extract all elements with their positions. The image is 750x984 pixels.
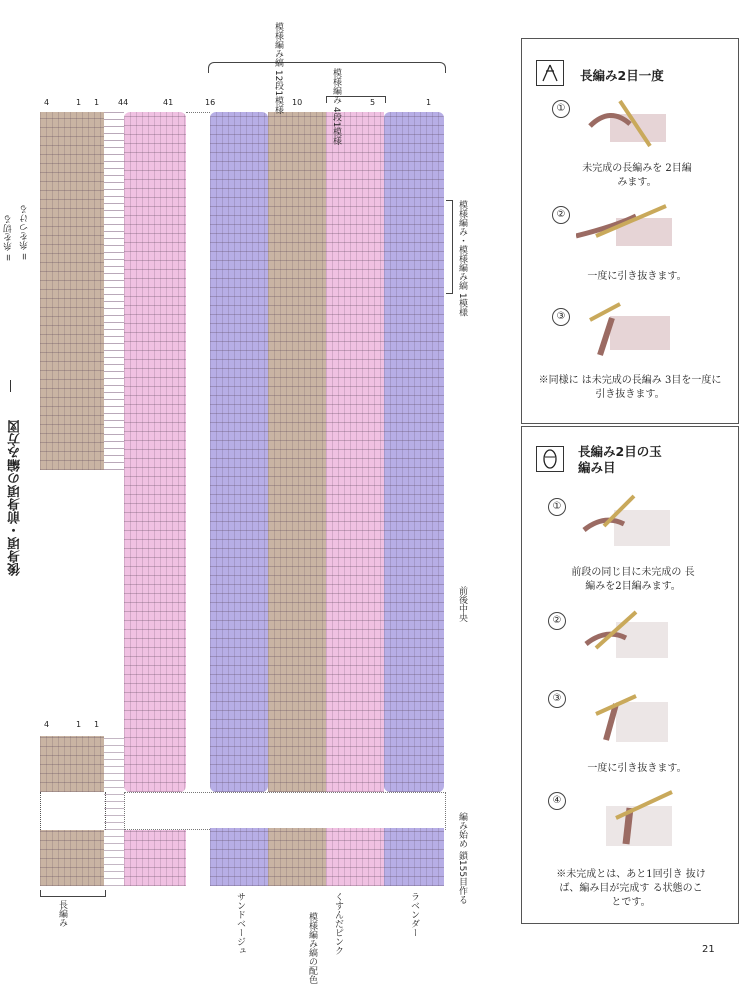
legend-cut: = 糸を切る bbox=[4, 215, 14, 262]
stripe-lavender-2 bbox=[384, 112, 444, 792]
legend-dash bbox=[10, 380, 11, 392]
row-num-41: 41 bbox=[163, 98, 174, 107]
page-number: 21 bbox=[702, 944, 715, 955]
panel2-step2-illustration bbox=[576, 604, 672, 668]
chart-left-lower-block-1 bbox=[40, 736, 104, 792]
dotted-gap bbox=[186, 112, 210, 794]
panel1-step1-illustration bbox=[580, 96, 670, 154]
legend-attach: = 糸をつける bbox=[20, 205, 30, 261]
bracket-mid-label: 模様編み 4段1模様 bbox=[331, 68, 341, 146]
row-num-5: 5 bbox=[370, 98, 376, 107]
panel2-step1-num: ① bbox=[548, 498, 566, 516]
bobble-symbol-icon bbox=[536, 446, 564, 472]
lower-row-num-1b: 1 bbox=[94, 720, 100, 729]
row-num-1b: 1 bbox=[94, 98, 100, 107]
panel2-step3-caption: 一度に引き抜きます。 bbox=[587, 763, 687, 774]
panel1-step2-illustration bbox=[576, 196, 676, 260]
blank-band bbox=[124, 792, 446, 830]
row-num-1c: 1 bbox=[426, 98, 432, 107]
chart-left-upper-block bbox=[40, 112, 104, 470]
bottom-lavender-1 bbox=[210, 828, 268, 886]
gap-outline-left bbox=[40, 792, 106, 830]
stripe-beige bbox=[268, 112, 326, 792]
bottom-lavender-2 bbox=[384, 828, 444, 886]
colors-caption: 模様編み縞の配色 bbox=[307, 912, 317, 984]
lower-row-num-4: 4 bbox=[44, 720, 50, 729]
panel1-step3-illustration bbox=[580, 300, 676, 360]
left-bottom-bracket bbox=[40, 890, 106, 897]
chart-left-lower-block-2 bbox=[40, 830, 104, 886]
row-num-4: 4 bbox=[44, 98, 50, 107]
panel2-step4-illustration bbox=[576, 788, 676, 852]
bracket-top-label: 模様編み縞 12段1模様 bbox=[273, 22, 283, 115]
dc2tog-symbol-icon bbox=[536, 60, 564, 86]
row-num-1a: 1 bbox=[76, 98, 82, 107]
connector-lines-upper bbox=[104, 112, 124, 470]
lower-row-num-1a: 1 bbox=[76, 720, 82, 729]
start-label: 編み始め 鎖155目作る bbox=[457, 812, 467, 905]
row-num-44: 44 bbox=[118, 98, 129, 107]
stripe-pink bbox=[326, 112, 384, 792]
connector-lines-lower bbox=[104, 736, 124, 886]
panel1-note: ※同様に は未完成の長編み 3目を一度に引き抜きます。 bbox=[538, 375, 722, 400]
row-num-16: 16 bbox=[205, 98, 216, 107]
center-label: 前後中央 bbox=[457, 586, 467, 622]
panel2-step4-num: ④ bbox=[548, 792, 566, 810]
stripe-lavender-1 bbox=[210, 112, 268, 792]
panel1-title: 長編み2目一度 bbox=[580, 68, 664, 83]
panel1-step1-num: ① bbox=[552, 100, 570, 118]
row-num-10: 10 bbox=[292, 98, 303, 107]
panel2-step3-illustration bbox=[576, 684, 672, 748]
panel2-step3-num: ③ bbox=[548, 690, 566, 708]
color-name-lavender: ラベンダー bbox=[409, 892, 419, 937]
stripe-pink-left-bottom bbox=[124, 828, 186, 886]
panel2-note: ※未完成とは、あと1回引き 抜けば、編み目が完成す る状態のことです。 bbox=[556, 869, 706, 908]
color-name-beige: サンドベージュ bbox=[235, 892, 245, 955]
page-title: 後身頃・前身頃の編み方図 bbox=[8, 420, 23, 576]
panel2-step1-illustration bbox=[574, 490, 674, 556]
stripe-pink-left bbox=[124, 112, 186, 792]
bottom-beige bbox=[268, 828, 326, 886]
panel2-step1-caption: 前段の同じ目に未完成の 長編みを2目編みます。 bbox=[571, 567, 695, 592]
bottom-pink bbox=[326, 828, 384, 886]
panel1-step2-caption: 一度に引き抜きます。 bbox=[587, 271, 687, 282]
bracket-top bbox=[208, 62, 446, 73]
color-name-pink: くすんだピンク bbox=[333, 892, 343, 955]
panel2-step2-num: ② bbox=[548, 612, 566, 630]
side-label: 模様編み・模様編み縞 1模様 bbox=[457, 200, 467, 317]
panel1-step3-num: ③ bbox=[552, 308, 570, 326]
panel1-step2-num: ② bbox=[552, 206, 570, 224]
panel1-step1-caption: 未完成の長編みを 2目編みます。 bbox=[582, 163, 692, 188]
side-bracket bbox=[446, 200, 453, 294]
panel2-title: 長編み2目の玉編み目 bbox=[578, 444, 662, 475]
left-bottom-label: 長編み bbox=[57, 900, 67, 927]
